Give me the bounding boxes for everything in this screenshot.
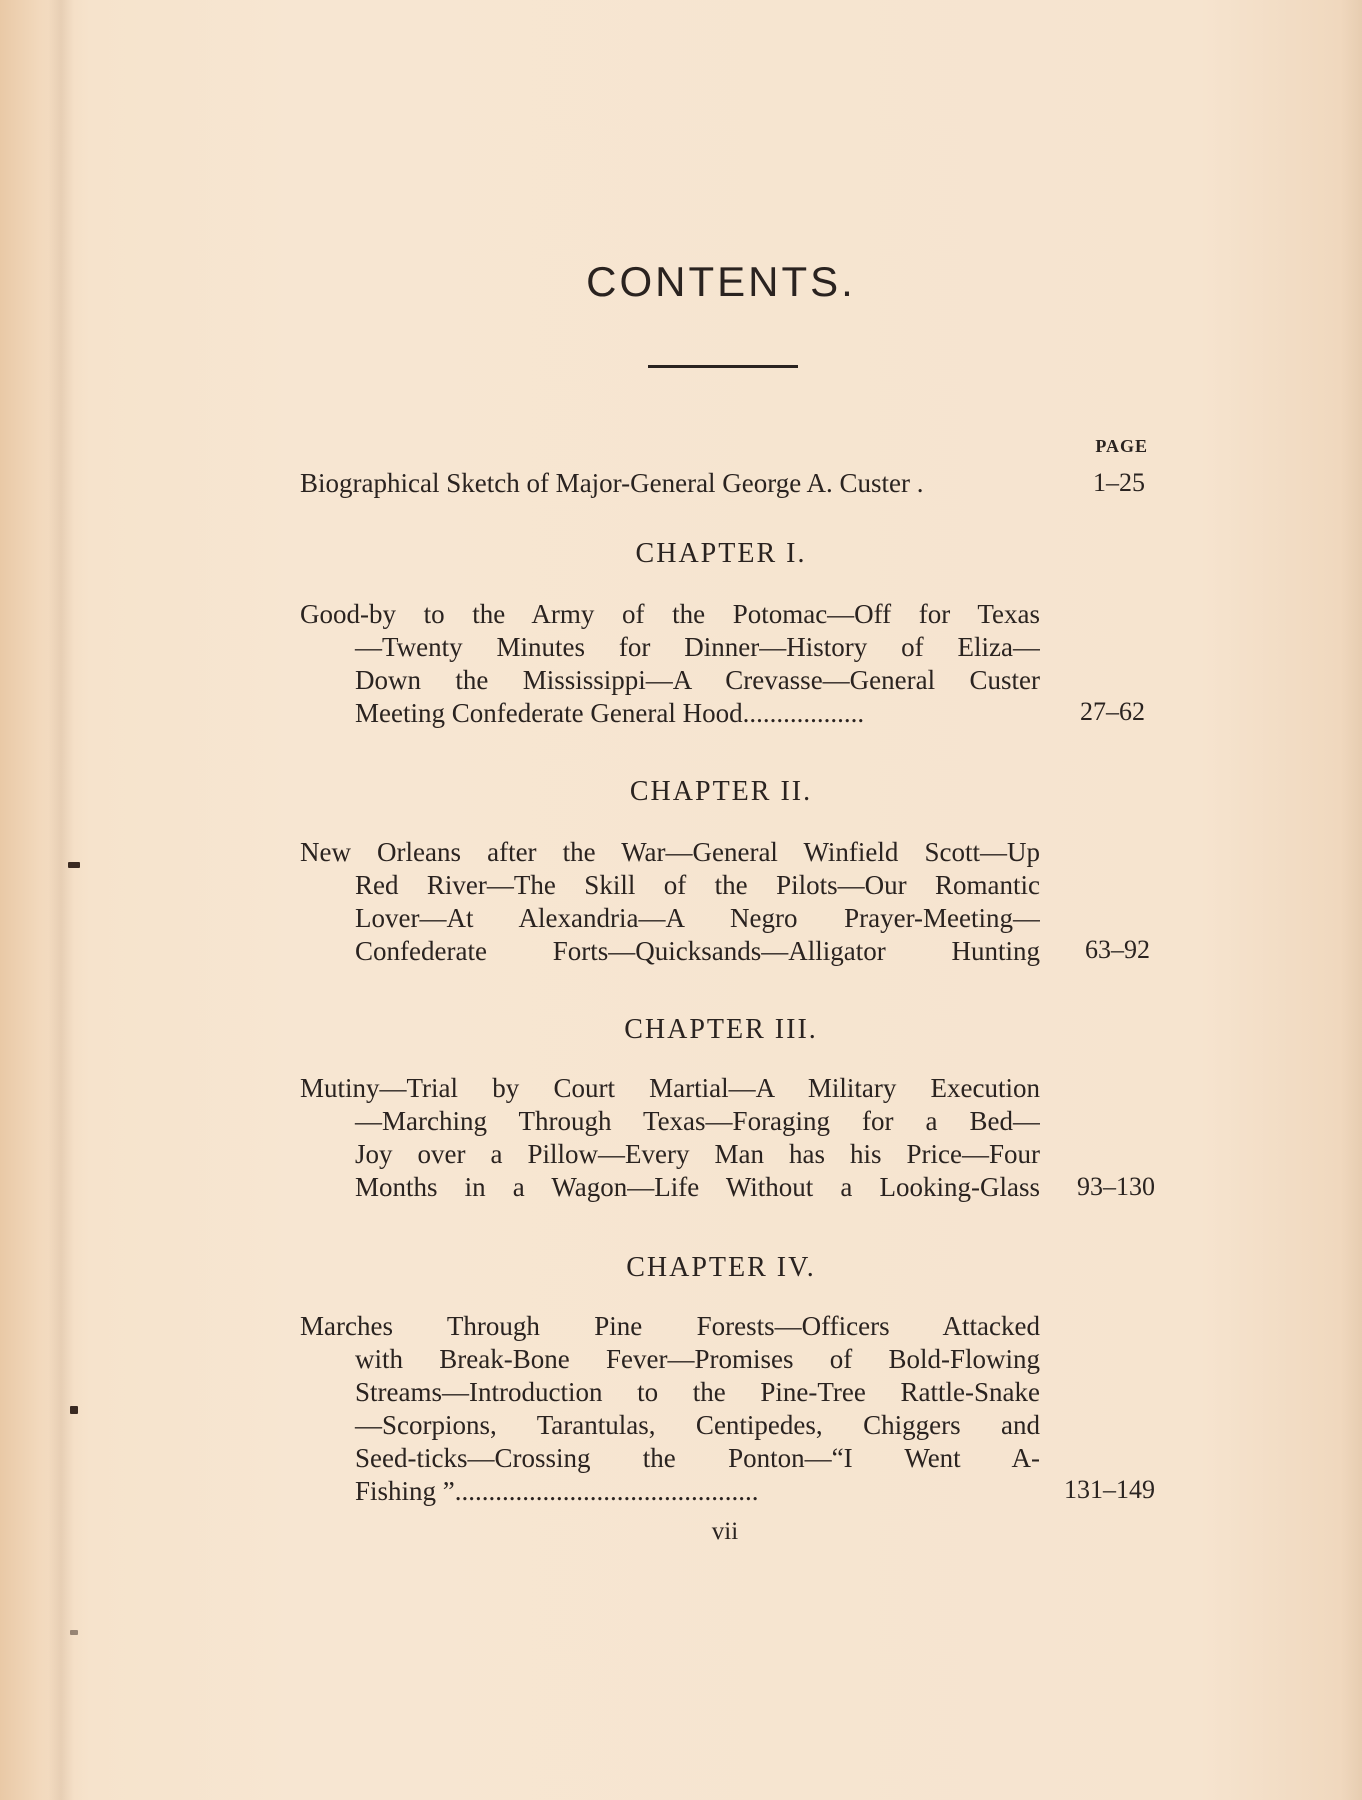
entry-line: New Orleans after the War—General Winfield Scott—Up bbox=[300, 837, 1040, 867]
entry-line: Lover—At Alexandria—A Negro Prayer-Meeting— bbox=[355, 903, 1040, 933]
entry-line: Seed-ticks—Crossing the Ponton—“I Went A- bbox=[355, 1443, 1040, 1473]
page-column-label: PAGE bbox=[1095, 436, 1148, 456]
dot-leader: .................. bbox=[742, 698, 865, 728]
entry-line: Good-by to the Army of the Potomac—Off for Texas bbox=[300, 599, 1040, 629]
intro-entry bbox=[300, 468, 924, 499]
chapter-pages: 131–149 bbox=[1064, 1475, 1155, 1504]
entry-line: Red River—The Skill of the Pilots—Our Romantic bbox=[355, 870, 1040, 900]
entry-line: —Marching Through Texas—Foraging for a Bed— bbox=[355, 1106, 1040, 1136]
margin-speck bbox=[70, 1406, 78, 1414]
chapter-pages: 63–92 bbox=[1085, 935, 1150, 964]
chapter-heading: CHAPTER IV. bbox=[626, 1252, 816, 1283]
entry-line: Confederate Forts—Quicksands—Alligator Hunting bbox=[355, 936, 1040, 966]
entry-line: with Break-Bone Fever—Promises of Bold-Flowing bbox=[355, 1344, 1040, 1374]
margin-speck bbox=[70, 1630, 78, 1635]
chapter-heading: CHAPTER I. bbox=[635, 538, 807, 569]
intro-label: Biographical Sketch of Major-General George A. Custer bbox=[300, 468, 911, 498]
chapter-heading: CHAPTER II. bbox=[629, 776, 813, 807]
intro-pages: 1–25 bbox=[1093, 468, 1145, 497]
entry-line: —Scorpions, Tarantulas, Centipedes, Chiggers and bbox=[355, 1410, 1040, 1440]
chapter-entry bbox=[300, 1072, 1040, 1204]
page-title: CONTENTS. bbox=[586, 258, 856, 305]
entry-line: Down the Mississippi—A Crevasse—General Custer bbox=[355, 665, 1040, 695]
entry-line: Months in a Wagon—Life Without a Looking-Glass bbox=[355, 1172, 1040, 1202]
entry-line: Marches Through Pine Forests—Officers Attacked bbox=[300, 1311, 1040, 1341]
chapter-entry bbox=[300, 598, 1040, 730]
margin-speck bbox=[68, 862, 80, 868]
entry-line: —Twenty Minutes for Dinner—History of Eliza— bbox=[355, 632, 1040, 662]
entry-line: Streams—Introduction to the Pine-Tree Rattle-Snake bbox=[355, 1377, 1040, 1407]
chapter-entry bbox=[300, 836, 1040, 968]
entry-line: Mutiny—Trial by Court Martial—A Military Execution bbox=[300, 1073, 1040, 1103]
dot-leader: . bbox=[910, 468, 924, 498]
chapter-pages: 27–62 bbox=[1080, 697, 1145, 726]
chapter-heading: CHAPTER III. bbox=[624, 1014, 818, 1045]
dot-leader: ............................................. bbox=[454, 1476, 759, 1506]
entry-line-last: Fishing ”............................................. bbox=[355, 1476, 759, 1506]
entry-line: Joy over a Pillow—Every Man has his Price—Four bbox=[355, 1139, 1040, 1169]
title-rule bbox=[648, 365, 798, 368]
page-number: vii bbox=[711, 1518, 739, 1545]
entry-line-last: Meeting Confederate General Hood.................. bbox=[355, 698, 865, 728]
chapter-entry bbox=[300, 1310, 1040, 1508]
chapter-pages: 93–130 bbox=[1077, 1172, 1155, 1201]
